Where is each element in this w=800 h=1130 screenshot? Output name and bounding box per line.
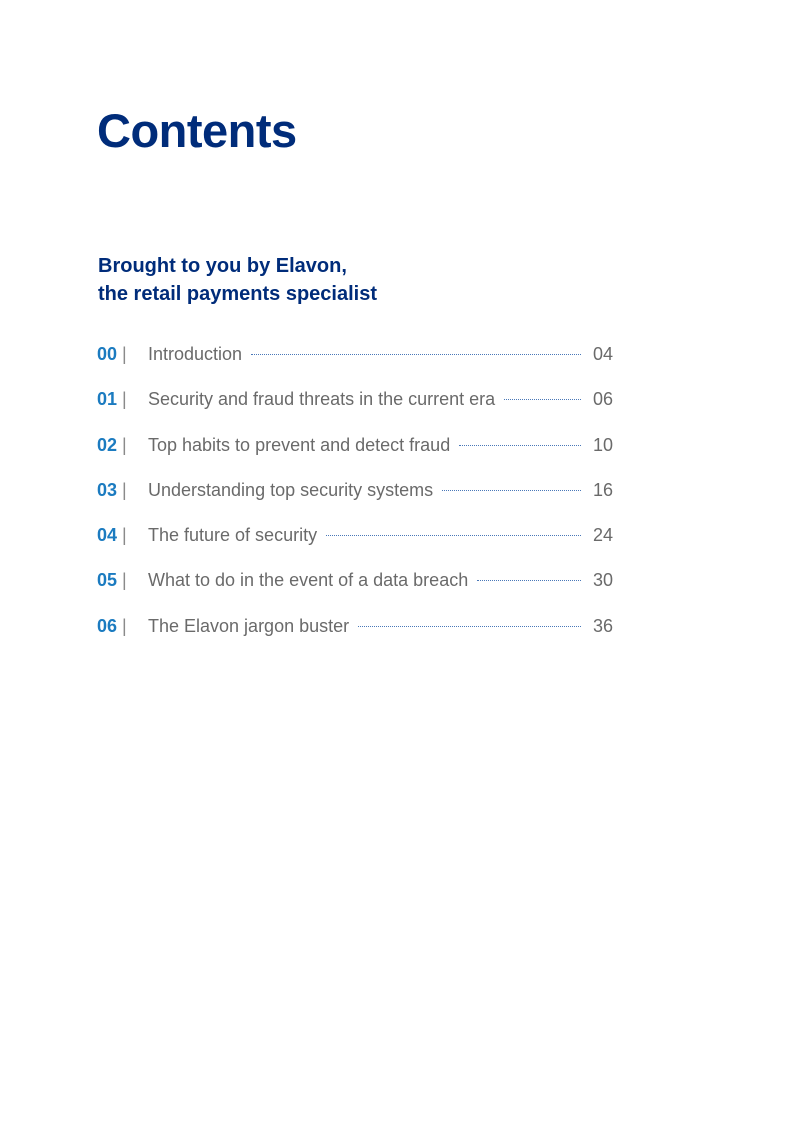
section-separator: | [122,525,127,546]
section-separator: | [122,479,127,500]
page-number: 10 [592,434,613,455]
dot-leader [477,580,581,581]
section-title[interactable]: Security and fraud threats in the current era [148,389,496,410]
section-number: 06 [97,615,118,636]
section-number: 03 [97,479,118,500]
toc-item-top-habits[interactable] [97,435,613,480]
dot-leader [358,626,581,627]
subtitle-line-2: the retail payments specialist [98,283,378,305]
section-number: 04 [97,525,118,546]
section-title[interactable]: What to do in the event of a data breach [148,570,469,591]
toc-item-jargon-buster[interactable] [97,616,613,661]
section-title[interactable]: The future of security [148,525,318,546]
toc-item-future-of-security[interactable] [97,525,613,570]
dot-leader [504,399,581,400]
section-title[interactable]: The Elavon jargon buster [148,615,350,636]
section-number: 05 [97,570,118,591]
section-title[interactable]: Introduction [148,344,243,364]
dot-leader [459,445,581,446]
page-number: 04 [592,344,613,364]
page-number: 16 [592,479,613,500]
page-subtitle [98,252,377,308]
page-number: 06 [592,389,613,410]
page-title: Contents [97,104,297,157]
dot-leader [251,354,581,355]
section-separator: | [122,434,127,455]
dot-leader [442,490,581,491]
section-number: 02 [97,434,118,455]
toc-item-security-systems[interactable] [97,480,613,525]
subtitle-line-1: Brought to you by Elavon, [98,255,347,277]
section-title[interactable]: Top habits to prevent and detect fraud [148,434,451,455]
toc-item-security-threats[interactable] [97,389,613,434]
page-number: 36 [592,615,613,636]
section-title[interactable]: Understanding top security systems [148,479,434,500]
dot-leader [326,535,581,536]
section-separator: | [122,570,127,591]
section-number: 00 [97,344,118,364]
page-number: 24 [592,525,613,546]
toc-item-introduction[interactable] [97,344,613,389]
toc-item-data-breach[interactable] [97,570,613,615]
section-separator: | [122,389,127,410]
table-of-contents [97,344,613,661]
section-separator: | [122,344,127,364]
section-number: 01 [97,389,118,410]
section-separator: | [122,615,127,636]
page-number: 30 [592,570,613,591]
